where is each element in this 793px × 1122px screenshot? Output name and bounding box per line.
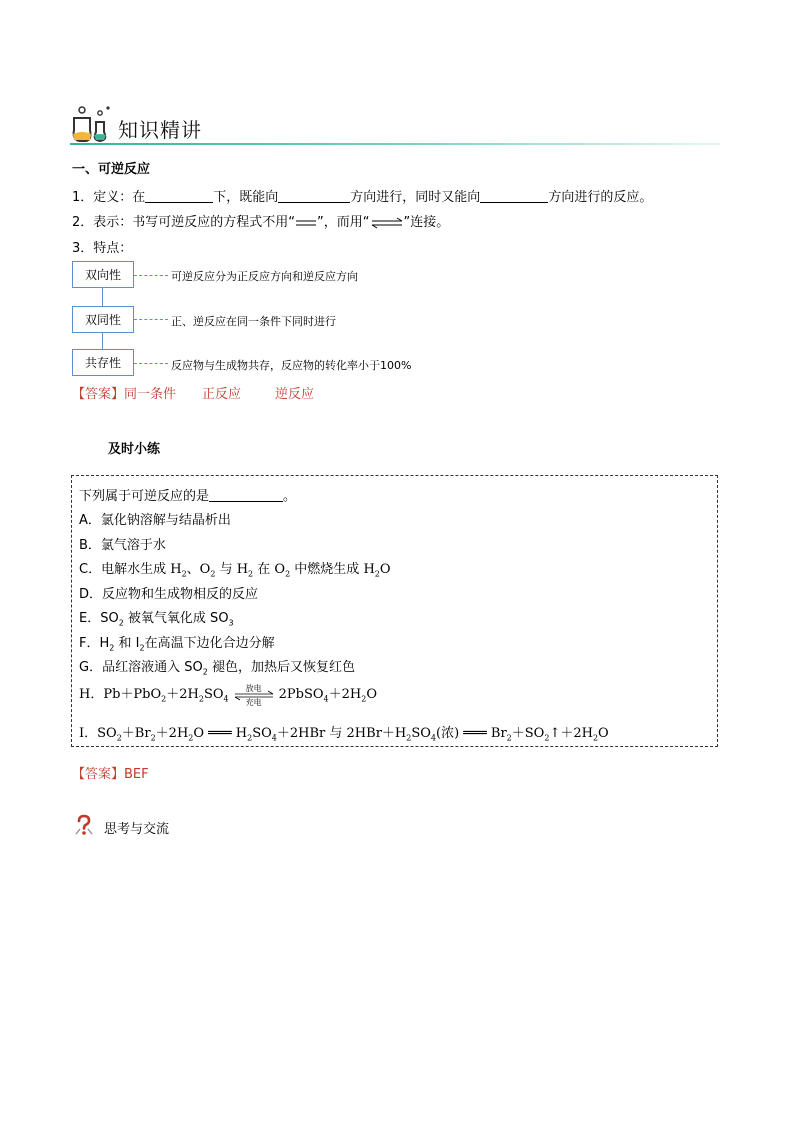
practice-title: 及时小练 [108, 442, 161, 457]
think-label: 思考与交流 [104, 822, 170, 837]
question-stem [79, 485, 296, 504]
definition-mid1: 下，既能向 [213, 190, 279, 205]
flask-icon [70, 104, 112, 144]
practice-answer [72, 763, 149, 782]
feature-box: 双同性 [72, 306, 134, 333]
answer-value: 同一条件 [124, 387, 177, 402]
option-d: D．反应物和生成物相反的反应 [79, 587, 259, 602]
reversible-arrow-icon [370, 217, 404, 229]
option-e: E．$SO_2$ 被氧气氧化成 $SO_3$ [79, 611, 234, 628]
option-g-tail: 褪色，加热后又恢复红色 [211, 660, 355, 675]
option-c: C．电解水生成 $H_2$、$O_2$ 与 $H_2$ 在 $O_2$ 中燃烧生成 $H_2O$ [79, 562, 391, 579]
feature-dash [134, 363, 168, 364]
notation-line [72, 211, 449, 230]
feature-desc: 正、逆反应在同一条件下同时进行 [171, 315, 336, 328]
feature-desc: 可逆反应分为正反应方向和逆反应方向 [171, 270, 358, 283]
answer-label: 【答案】 [72, 387, 125, 402]
reaction-condition [233, 685, 275, 705]
feature-dash [134, 319, 168, 320]
answer-line [72, 383, 314, 402]
condition-bottom: 充电 [245, 697, 262, 707]
notation-suffix: ”连接。 [403, 215, 450, 230]
condition-top: 放电 [245, 683, 262, 693]
answer-value: 逆反应 [275, 387, 315, 402]
notation-prefix: 2．表示：书写可逆反应的方程式不用“ [72, 215, 296, 230]
option-h: H．$Pb+PbO_2+2H_2SO_4$ 放电 充电 $2PbSO_4+2H_2O$ [79, 683, 377, 707]
definition-suffix: 方向进行的反应。 [548, 190, 653, 205]
notation-mid: ”，而用“ [317, 215, 370, 230]
blank-2 [278, 189, 350, 203]
connector-line [102, 287, 103, 306]
option-g-text: G．品红溶液通入 SO [79, 660, 203, 675]
definition-mid2: 方向进行，同时又能向 [350, 190, 481, 205]
question-blank [209, 488, 283, 502]
question-mark-icon [74, 814, 94, 836]
blank-1 [145, 189, 213, 203]
blank-3 [480, 189, 548, 203]
question-end: 。 [283, 489, 297, 504]
connector-line [102, 333, 103, 349]
answer-value: BEF [124, 767, 149, 782]
section-title: 一、可逆反应 [72, 162, 151, 177]
feature-desc: 反应物与生成物共存，反应物的转化率小于100% [171, 359, 412, 372]
option-f-text: 和 I [118, 636, 140, 651]
feature-dash [134, 275, 168, 276]
equals-arrow-icon [295, 218, 317, 228]
question-text: 下列属于可逆反应的是 [79, 489, 210, 504]
feature-box: 双向性 [72, 261, 134, 288]
option-i: I．$SO_2+Br_2+2H_2O$ ═══ $H_2SO_4+2HBr$ 与 $2HBr+H_2SO_4$(浓) ═══ $Br_2+SO_2↑+2H_2O$ [79, 726, 609, 743]
header-divider [70, 143, 720, 145]
option-f-tail: 在高温下边化合边分解 [144, 636, 275, 651]
option-b: B．氯气溶于水 [79, 538, 166, 553]
option-g: G．品红溶液通入 $SO_2$ 褪色，加热后又恢复红色 [79, 660, 355, 677]
feature-box: 共存性 [72, 349, 134, 376]
page-title: 知识精讲 [118, 118, 202, 142]
option-a: A．氯化钠溶解与结晶析出 [79, 513, 231, 528]
definition-line [72, 186, 652, 205]
answer-label: 【答案】 [72, 767, 125, 782]
option-f: F．$H_2$ 和 $I_2$在高温下边化合边分解 [79, 636, 275, 653]
definition-prefix: 1．定义：在 [72, 190, 146, 205]
answer-value: 正反应 [202, 387, 242, 402]
features-label: 3．特点： [72, 241, 133, 256]
